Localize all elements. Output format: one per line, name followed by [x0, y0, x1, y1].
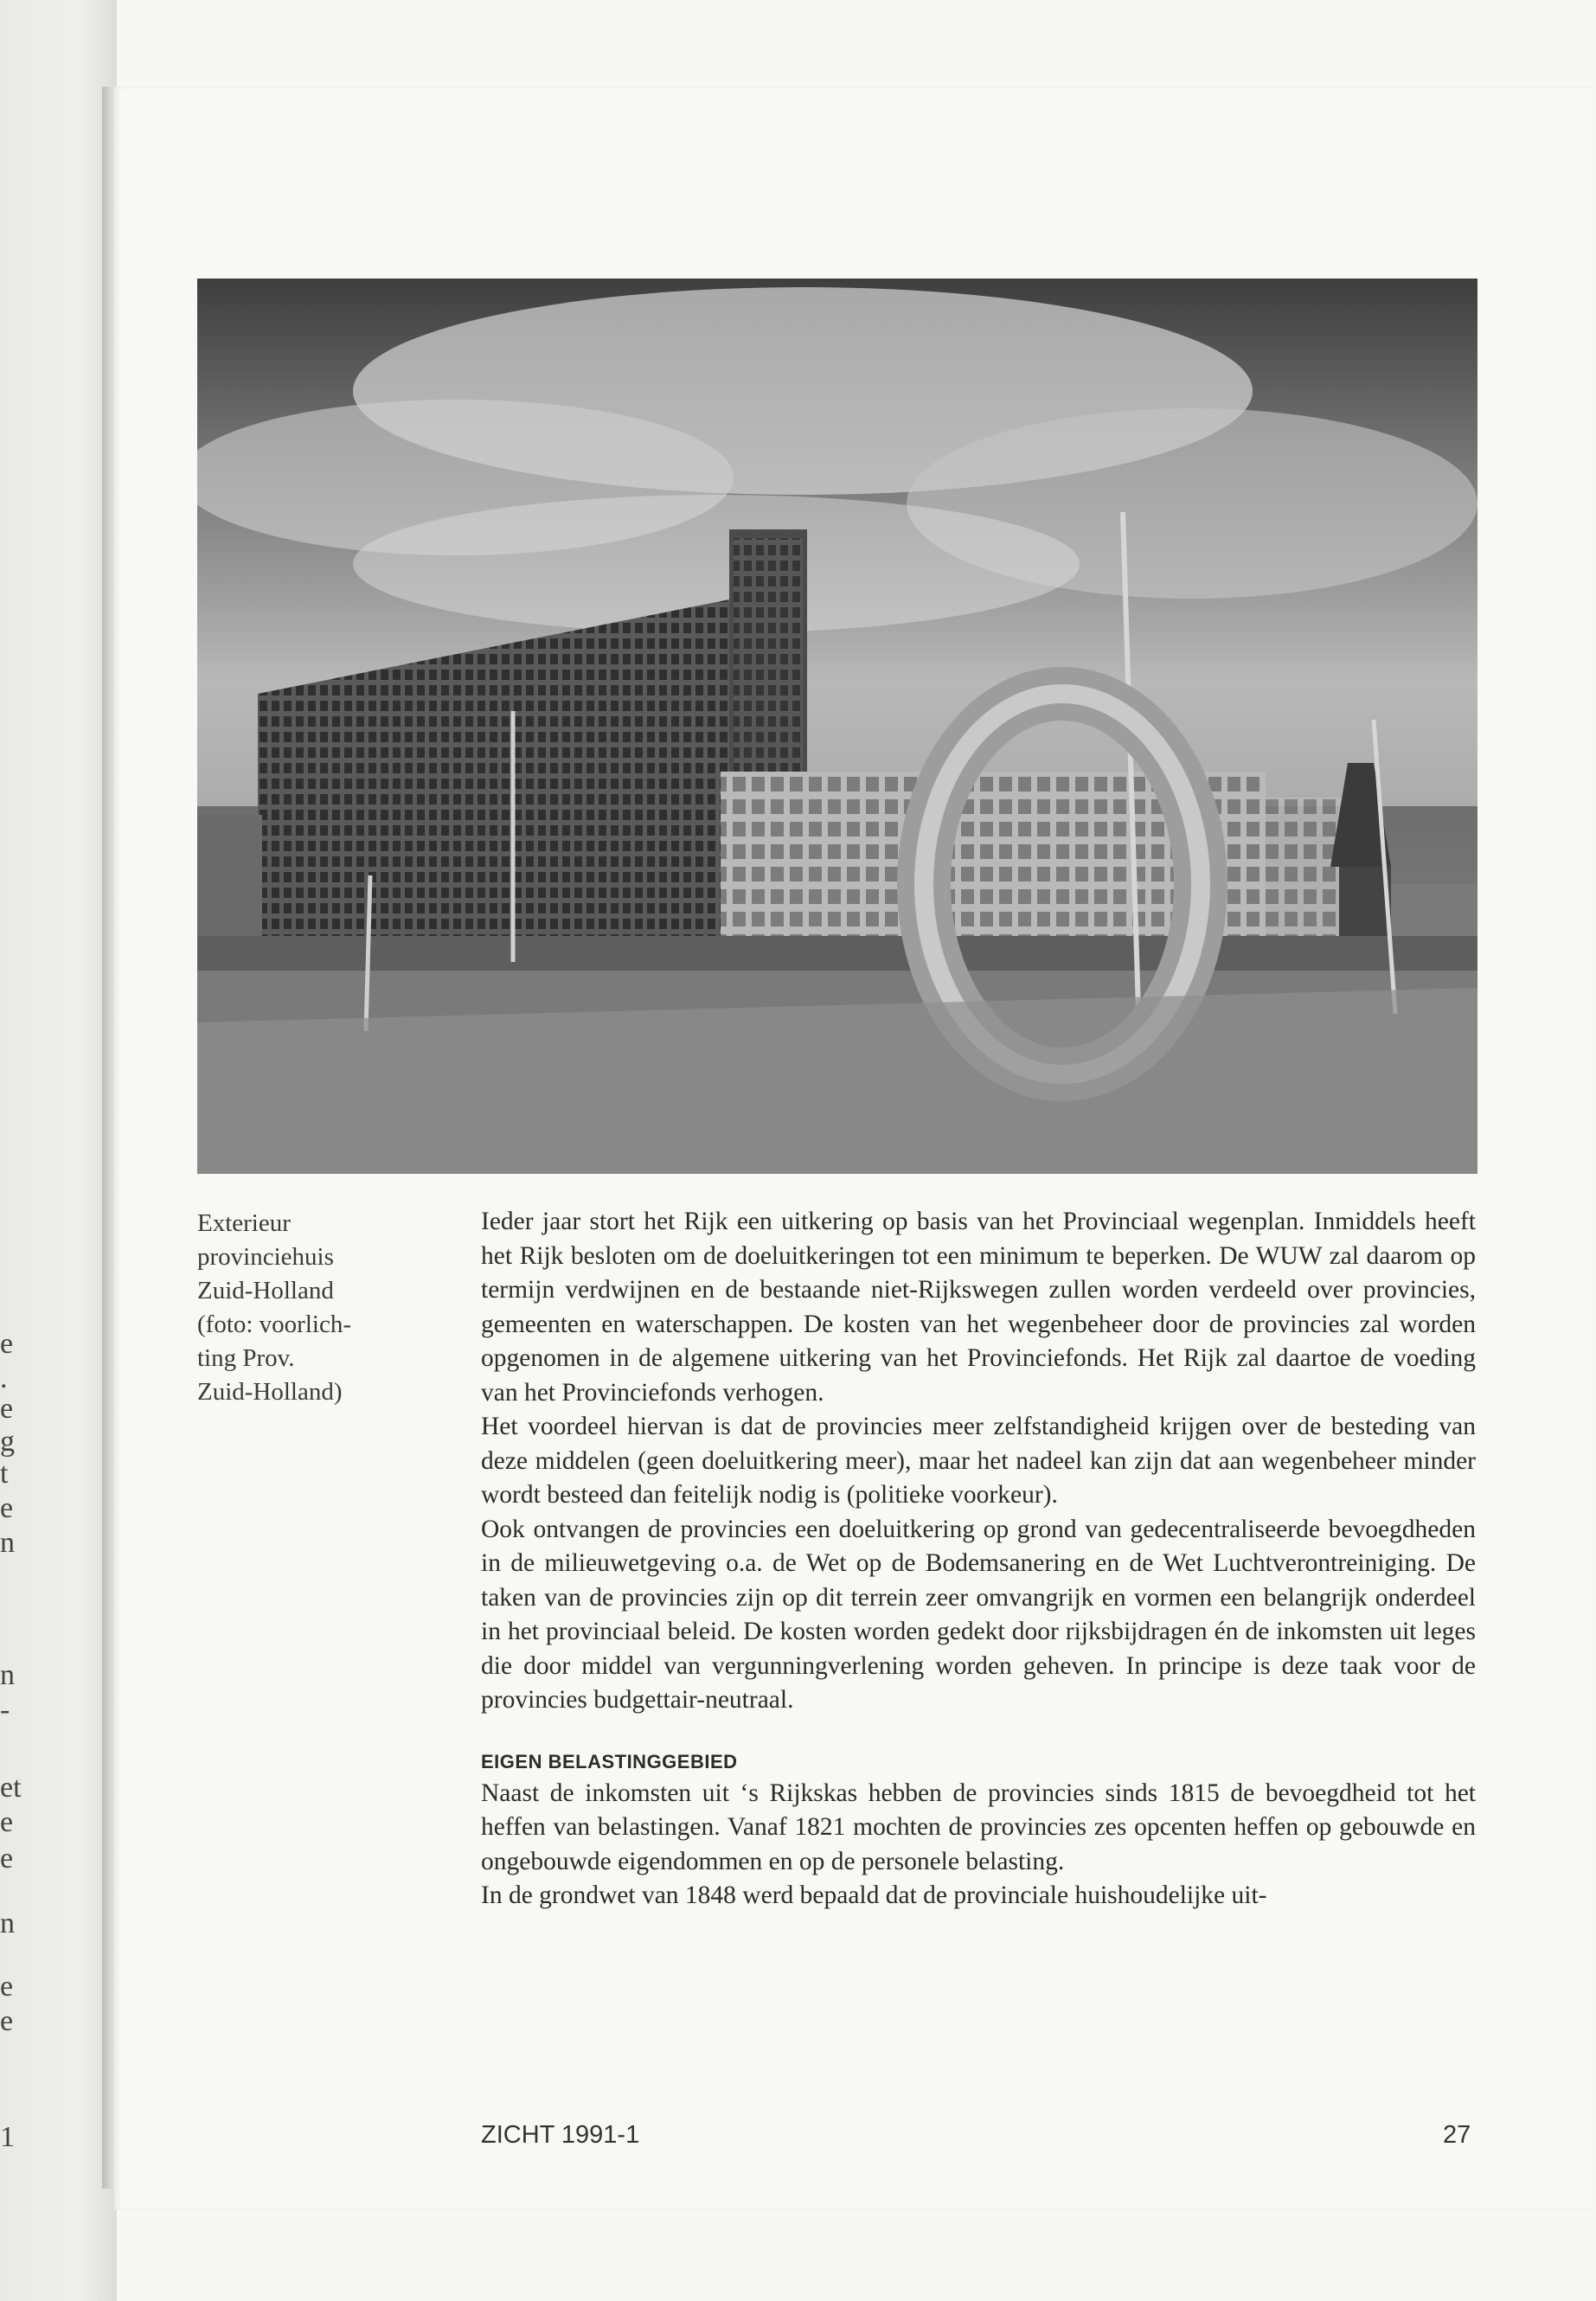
paragraph: Ieder jaar stort het Rijk een uitkering op basis van het Provinciaal wegenplan. Inmiddels heeft het Rijk besloten om de doeluitkeringen tot een minimum te beperken. De WUW zal daarom op termijn verdwijnen en de bestaande niet-Rijkswegen zullen worden verdeeld over provincies, gemeenten en waterschappen. De kosten van het wegenbeheer door de provincies zal worden opgenomen in de algemene uitkering van het Provinciefonds. Het Rijk zal daartoe de voeding van het Provinciefonds verhogen. [481, 1208, 1476, 1407]
margin-fragment: e [0, 1806, 14, 1838]
caption-line: Exterieur [197, 1209, 291, 1237]
building-photo [197, 279, 1477, 1174]
margin-fragment: g [0, 1426, 15, 1458]
caption-line: Zuid-Holland [197, 1277, 334, 1304]
caption-line: provinciehuis [197, 1243, 334, 1271]
margin-fragment: et [0, 1772, 22, 1804]
paragraph: Het voordeel hiervan is dat de provincies meer zelfstandigheid krijgen over de besteding van deze middelen (geen doeluitkering meer), maar het nadeel kan zijn dat aan wegenbeheer minder wordt besteed dan feitelijk nodig is (politieke voorkeur). [481, 1413, 1476, 1509]
margin-fragment: n [0, 1527, 15, 1559]
margin-fragment: e [0, 1393, 14, 1425]
photo-caption [197, 1207, 474, 1409]
margin-fragment: n [0, 1907, 15, 1939]
margin-fragment: e [0, 1492, 14, 1524]
margin-fragment: e [0, 1971, 14, 2003]
paragraph: In de grondwet van 1848 werd bepaald dat de provinciale huishoudelijke uit- [481, 1881, 1267, 1909]
paragraph: Ook ontvangen de provincies een doeluitkering op grond van gedecentraliseerde bevoegdheden in de milieuwetgeving o.a. de Wet op de Bodemsanering en de Wet Luchtverontreiniging. De taken van de provincies zijn op dit terrein zeer omvangrijk en vormen een belangrijk onderdeel in het provinciaal beleid. De kosten worden gedekt door rijksbijdragen én de inkomsten uit leges die door middel van vergunningverlening worden geheven. In principe is deze taak voor de provincies budgettair-neutraal. [481, 1515, 1476, 1714]
margin-fragment: - [0, 1694, 10, 1726]
article-body [481, 1205, 1476, 1913]
margin-fragment: t [0, 1458, 9, 1490]
photo-illustration [197, 279, 1477, 1174]
caption-line: Zuid-Holland) [197, 1378, 343, 1406]
page-number: 27 [1443, 2121, 1471, 2149]
caption-line: (foto: voorlich- [197, 1311, 351, 1338]
margin-fragment: e [0, 1843, 14, 1875]
margin-fragment: e [0, 1328, 14, 1360]
margin-fragment: . [0, 1362, 8, 1394]
paragraph: Naast de inkomsten uit ‘s Rijkskas hebben de provincies sinds 1815 de bevoegdheid tot het heffen van belastingen. Vanaf 1821 mochten de provincies zes opcenten heffen op gebouwde en ongebouwde eigendommen en op de personele belasting. [481, 1779, 1476, 1875]
section-heading: EIGEN BELASTINGGEBIED [481, 1750, 738, 1772]
margin-fragment: 1 [0, 2121, 15, 2153]
publication-footer: ZICHT 1991-1 [481, 2121, 640, 2149]
caption-line: ting Prov. [197, 1344, 295, 1372]
margin-fragment: e [0, 2005, 14, 2037]
left-page-edge [0, 0, 117, 2301]
margin-fragment: n [0, 1659, 15, 1691]
